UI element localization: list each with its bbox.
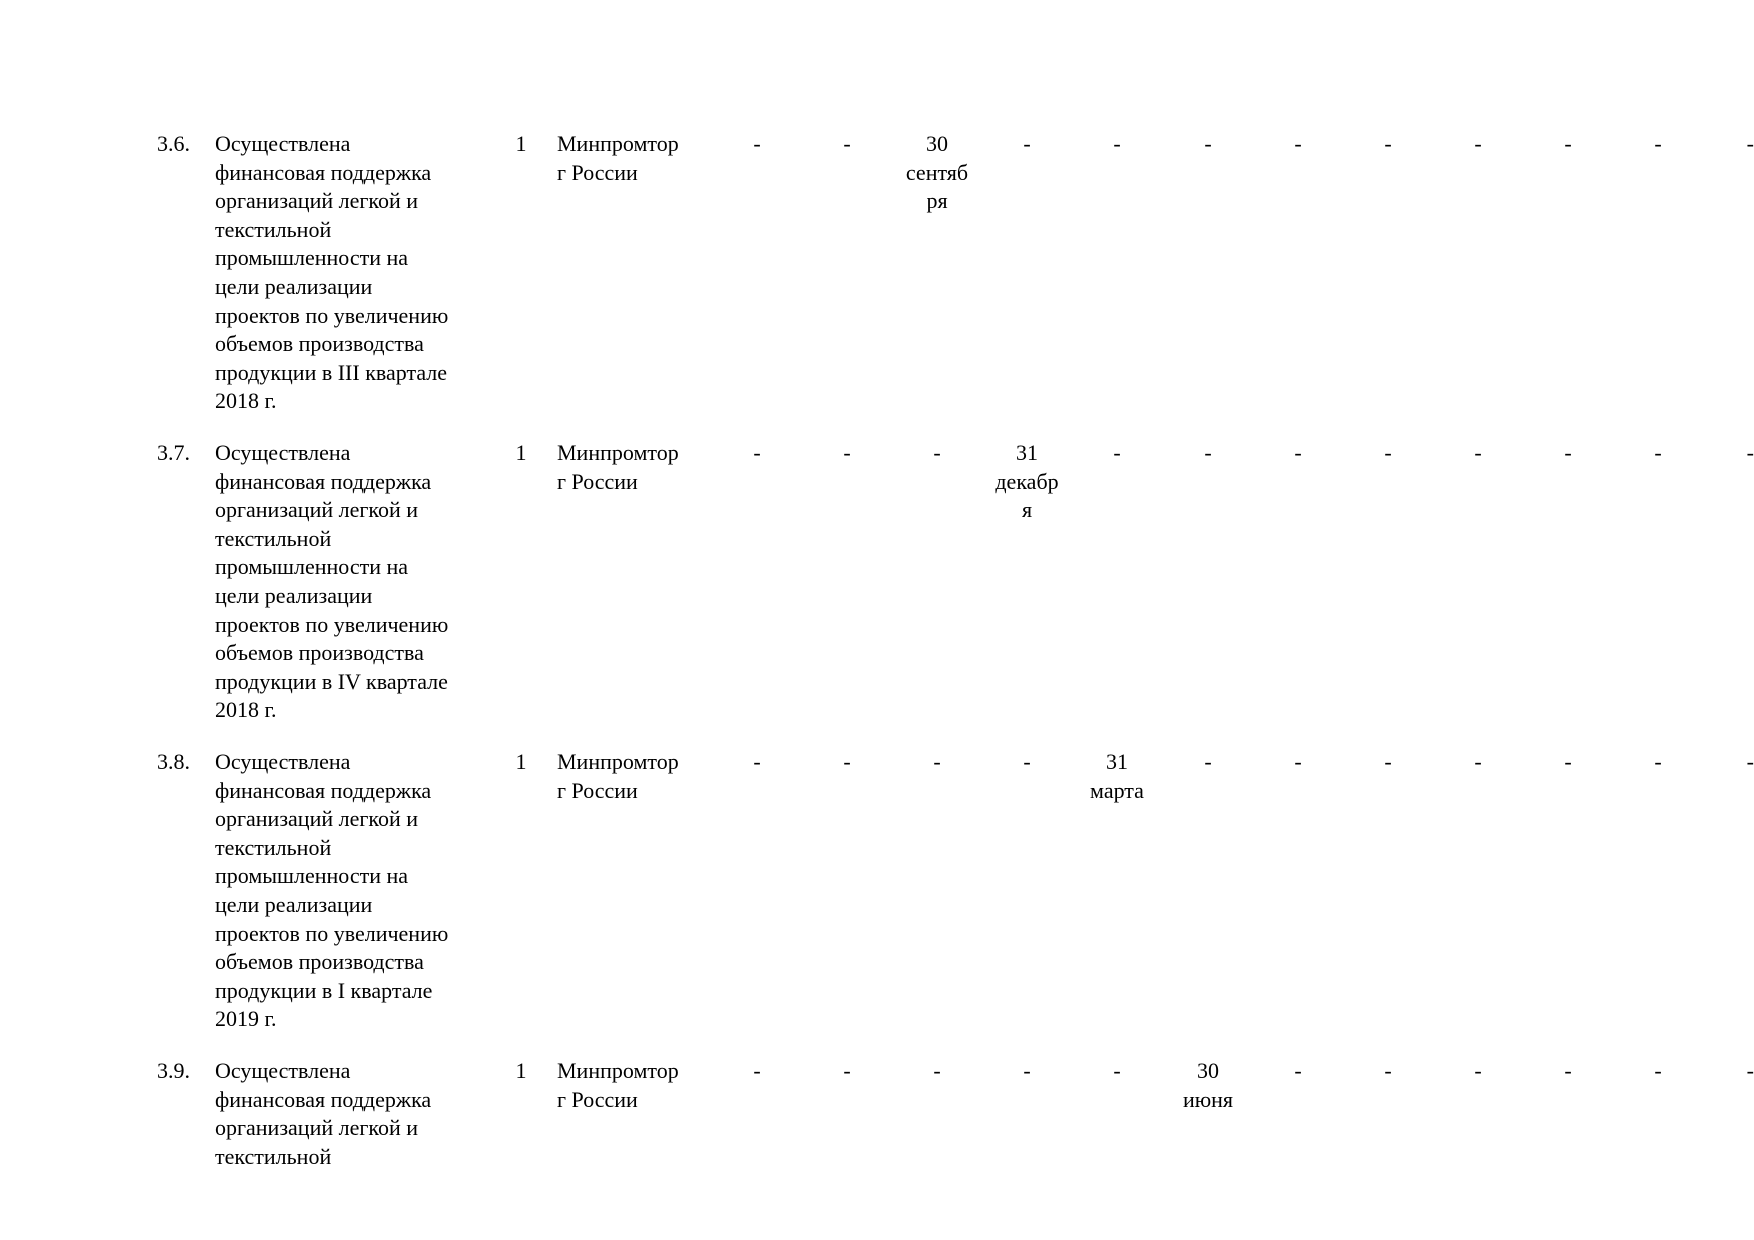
- description-line: 2019 г.: [215, 1006, 277, 1032]
- quarter-value: -: [933, 440, 941, 465]
- quarter-cell: [1528, 1057, 1608, 1086]
- quarter-cell: [1438, 1057, 1518, 1086]
- quarter-value: -: [1204, 749, 1212, 774]
- quarter-value: -: [1294, 440, 1302, 465]
- quarter-cell: [1348, 748, 1428, 777]
- quarter-value: -: [933, 749, 941, 774]
- quarter-cell: [897, 1057, 977, 1086]
- quarter-value: декабр: [995, 468, 1059, 494]
- description-line: организаций легкой и: [215, 497, 418, 523]
- quarter-value: -: [1113, 131, 1121, 156]
- quarter-value: -: [1564, 749, 1572, 774]
- quarter-cell: [1348, 130, 1428, 159]
- quarter-value: -: [1023, 749, 1031, 774]
- quarter-value: -: [1384, 131, 1392, 156]
- responsible-line: г России: [557, 468, 638, 494]
- quarter-value: -: [843, 1058, 851, 1083]
- description-line: текстильной: [215, 1143, 332, 1169]
- quarter-value: -: [1474, 1058, 1482, 1083]
- quarter-cell: [1618, 439, 1698, 468]
- row-number: 3.7.: [157, 440, 190, 465]
- quarter-cell: [1077, 1057, 1157, 1086]
- description-line: продукции в I квартале: [215, 977, 433, 1003]
- row-number: 3.9.: [157, 1058, 190, 1083]
- quarter-cell: [1258, 1057, 1338, 1086]
- quarter-value: -: [1474, 131, 1482, 156]
- quarter-value: -: [1654, 749, 1662, 774]
- quarter-value: -: [1023, 1058, 1031, 1083]
- quarter-value: июня: [1182, 1086, 1234, 1112]
- quarter-value: -: [1023, 131, 1031, 156]
- quarter-cell: [987, 130, 1067, 159]
- quarter-cell: [1258, 439, 1338, 468]
- description-line: промышленности на: [215, 863, 409, 889]
- description-line: Осуществлена: [215, 131, 351, 156]
- description-line: текстильной: [215, 525, 332, 551]
- quarter-value: -: [1746, 1058, 1754, 1083]
- quarter-value: -: [1384, 1058, 1392, 1083]
- quarter-value: -: [1474, 440, 1482, 465]
- quarter-cell: [1708, 748, 1754, 777]
- responsible-line: Минпромтор: [557, 131, 679, 156]
- row-description: [215, 1057, 485, 1171]
- responsible-line: Минпромтор: [557, 749, 679, 774]
- quarter-value: -: [1654, 131, 1662, 156]
- row-count: 1: [515, 1058, 527, 1083]
- quarter-value: -: [1746, 440, 1754, 465]
- description-line: организаций легкой и: [215, 188, 418, 214]
- description-line: объемов производства: [215, 640, 424, 666]
- quarter-value: -: [1204, 131, 1212, 156]
- row-description: [215, 130, 485, 416]
- row-count: 1: [515, 749, 527, 774]
- row-count: 1: [515, 440, 527, 465]
- quarter-value: я: [1021, 497, 1033, 523]
- row-description: [215, 748, 485, 1034]
- quarter-cell: [897, 748, 977, 777]
- quarter-value: -: [753, 749, 761, 774]
- quarter-value: -: [1746, 131, 1754, 156]
- quarter-cell: [1528, 130, 1608, 159]
- quarter-cell: [717, 439, 797, 468]
- quarter-cell: [1528, 439, 1608, 468]
- description-line: промышленности на: [215, 554, 409, 580]
- quarter-cell: [807, 1057, 887, 1086]
- quarter-value: -: [1384, 440, 1392, 465]
- quarter-cell: [897, 130, 977, 216]
- quarter-value: 31: [1016, 440, 1038, 465]
- quarter-cell: [987, 1057, 1067, 1086]
- quarter-value: -: [1564, 440, 1572, 465]
- quarter-cell: [717, 748, 797, 777]
- description-line: финансовая поддержка: [215, 777, 432, 803]
- quarter-cell: [807, 130, 887, 159]
- row-number: 3.6.: [157, 131, 190, 156]
- quarter-value: 30: [926, 131, 948, 156]
- description-line: организаций легкой и: [215, 1115, 418, 1141]
- quarter-value: -: [1474, 749, 1482, 774]
- quarter-value: -: [1564, 1058, 1572, 1083]
- quarter-value: ря: [926, 188, 948, 214]
- quarter-cell: [1258, 130, 1338, 159]
- quarter-value: -: [843, 131, 851, 156]
- quarter-cell: [1618, 748, 1698, 777]
- description-line: объемов производства: [215, 949, 424, 975]
- description-line: Осуществлена: [215, 749, 351, 774]
- quarter-cell: [1258, 748, 1338, 777]
- description-line: организаций легкой и: [215, 806, 418, 832]
- description-line: продукции в IV квартале: [215, 668, 448, 694]
- quarter-cell: [1077, 130, 1157, 159]
- responsible-agency: [557, 130, 679, 187]
- quarter-cell: [1618, 1057, 1698, 1086]
- quarter-cell: [1438, 439, 1518, 468]
- description-line: проектов по увеличению: [215, 920, 449, 946]
- quarter-value: -: [843, 749, 851, 774]
- description-line: промышленности на: [215, 245, 409, 271]
- quarter-value: -: [753, 1058, 761, 1083]
- quarter-cell: [1168, 130, 1248, 159]
- description-line: текстильной: [215, 834, 332, 860]
- row-number: 3.8.: [157, 749, 190, 774]
- description-line: текстильной: [215, 216, 332, 242]
- quarter-cell: [1618, 130, 1698, 159]
- description-line: проектов по увеличению: [215, 302, 449, 328]
- quarter-cell: [1708, 130, 1754, 159]
- responsible-agency: [557, 748, 679, 805]
- quarter-cell: [1077, 748, 1157, 805]
- description-line: цели реализации: [215, 891, 373, 917]
- quarter-value: -: [1746, 749, 1754, 774]
- quarter-cell: [1438, 130, 1518, 159]
- description-line: цели реализации: [215, 273, 373, 299]
- quarter-value: -: [1564, 131, 1572, 156]
- quarter-value: -: [1294, 749, 1302, 774]
- quarter-cell: [1168, 1057, 1248, 1114]
- quarter-value: -: [1204, 440, 1212, 465]
- responsible-line: г России: [557, 1086, 638, 1112]
- description-line: 2018 г.: [215, 388, 277, 414]
- quarter-cell: [1438, 748, 1518, 777]
- quarter-value: -: [1113, 1058, 1121, 1083]
- responsible-agency: [557, 439, 679, 496]
- quarter-value: -: [843, 440, 851, 465]
- quarter-cell: [1708, 1057, 1754, 1086]
- description-line: объемов производства: [215, 331, 424, 357]
- responsible-line: г России: [557, 159, 638, 185]
- quarter-cell: [1708, 439, 1754, 468]
- quarter-cell: [1168, 748, 1248, 777]
- quarter-value: -: [1384, 749, 1392, 774]
- row-count: 1: [515, 131, 527, 156]
- description-line: финансовая поддержка: [215, 159, 432, 185]
- quarter-value: -: [753, 440, 761, 465]
- quarter-value: марта: [1090, 777, 1144, 803]
- quarter-cell: [897, 439, 977, 468]
- quarter-cell: [717, 130, 797, 159]
- quarter-value: -: [1654, 440, 1662, 465]
- description-line: цели реализации: [215, 582, 373, 608]
- responsible-line: Минпромтор: [557, 1058, 679, 1083]
- description-line: финансовая поддержка: [215, 1086, 432, 1112]
- quarter-cell: [1168, 439, 1248, 468]
- description-line: финансовая поддержка: [215, 468, 432, 494]
- row-description: [215, 439, 485, 725]
- responsible-agency: [557, 1057, 679, 1114]
- quarter-cell: [717, 1057, 797, 1086]
- quarter-value: -: [753, 131, 761, 156]
- quarter-value: -: [1113, 440, 1121, 465]
- quarter-cell: [987, 439, 1067, 525]
- quarter-value: -: [1294, 1058, 1302, 1083]
- quarter-value: 31: [1106, 749, 1128, 774]
- quarter-value: -: [1654, 1058, 1662, 1083]
- responsible-line: г России: [557, 777, 638, 803]
- quarter-cell: [807, 439, 887, 468]
- quarter-cell: [1077, 439, 1157, 468]
- quarter-cell: [807, 748, 887, 777]
- quarter-value: 30: [1197, 1058, 1219, 1083]
- quarter-cell: [1348, 439, 1428, 468]
- responsible-line: Минпромтор: [557, 440, 679, 465]
- description-line: продукции в III квартале: [215, 359, 448, 385]
- quarter-cell: [987, 748, 1067, 777]
- quarter-value: -: [933, 1058, 941, 1083]
- quarter-value: сентяб: [905, 159, 969, 185]
- quarter-cell: [1348, 1057, 1428, 1086]
- description-line: 2018 г.: [215, 697, 277, 723]
- quarter-value: -: [1294, 131, 1302, 156]
- description-line: Осуществлена: [215, 1058, 351, 1083]
- description-line: проектов по увеличению: [215, 611, 449, 637]
- description-line: Осуществлена: [215, 440, 351, 465]
- quarter-cell: [1528, 748, 1608, 777]
